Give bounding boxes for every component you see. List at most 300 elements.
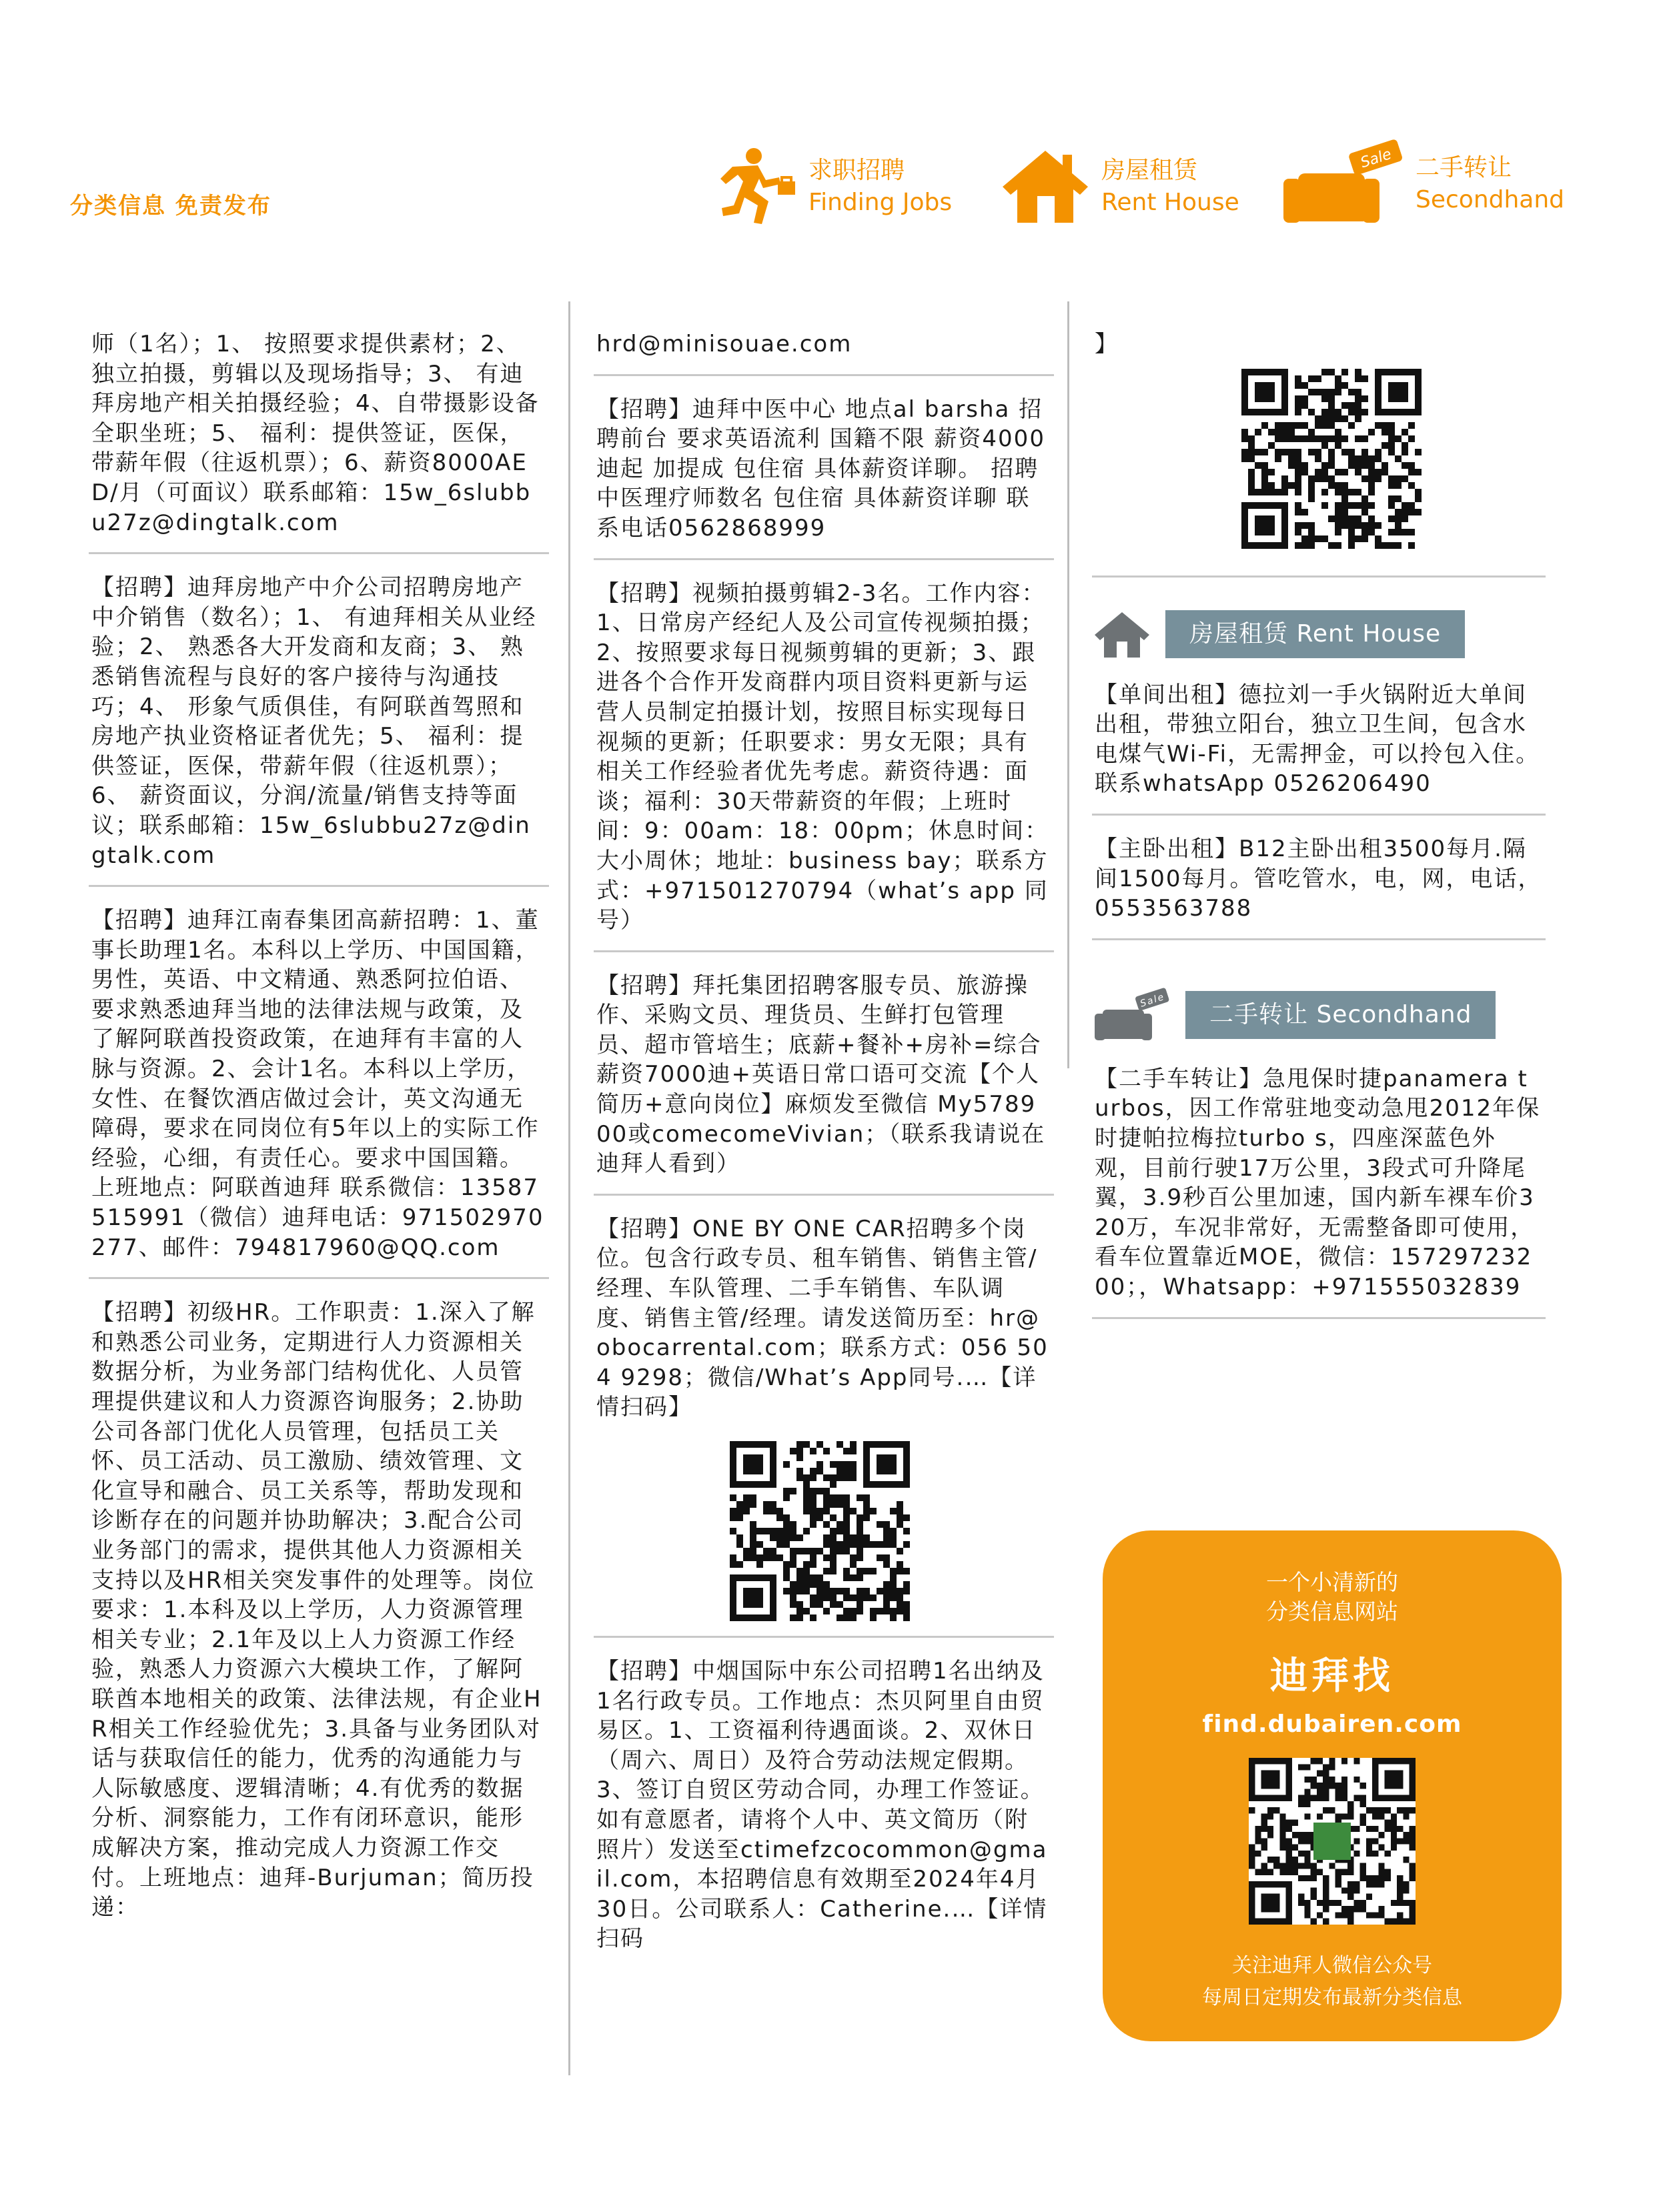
qr-module xyxy=(1295,409,1301,415)
qr-module xyxy=(1391,1845,1397,1851)
qr-module xyxy=(823,1541,830,1548)
qr-module xyxy=(763,1548,770,1554)
qr-module xyxy=(1341,495,1348,502)
category-zh: 房屋租赁 xyxy=(1101,157,1198,184)
qr-module xyxy=(816,1574,823,1581)
qr-module xyxy=(1329,1777,1335,1783)
qr-module xyxy=(1408,435,1415,442)
qr-module xyxy=(1341,482,1348,489)
qr-module xyxy=(1368,429,1375,435)
qr-module xyxy=(837,1548,843,1554)
promo-url[interactable]: find.dubairen.com xyxy=(1202,1711,1462,1738)
qr-module xyxy=(1360,1875,1366,1881)
qr-module xyxy=(1241,455,1248,462)
qr-module xyxy=(1308,482,1315,489)
qr-module xyxy=(1347,1906,1353,1912)
category-secondhand[interactable] xyxy=(1279,137,1564,231)
qr-module xyxy=(897,1561,903,1568)
qr-module xyxy=(1375,469,1381,475)
qr-module xyxy=(1348,402,1355,409)
qr-module xyxy=(1341,509,1348,515)
qr-module xyxy=(810,1514,816,1521)
qr-module xyxy=(1403,1832,1409,1838)
qr-module xyxy=(1341,1912,1347,1918)
qr-module xyxy=(1395,475,1402,482)
qr-module xyxy=(1391,1820,1397,1826)
qr-module xyxy=(1388,502,1395,509)
qr-module xyxy=(1375,542,1381,549)
qr-code-icon[interactable] xyxy=(730,1441,910,1621)
qr-module xyxy=(1308,529,1315,535)
qr-module xyxy=(1397,1919,1403,1925)
qr-module xyxy=(1402,429,1408,435)
qr-module xyxy=(1308,449,1315,455)
qr-module xyxy=(877,1554,883,1561)
column-left xyxy=(89,325,549,1952)
qr-module xyxy=(843,1548,850,1554)
qr-module xyxy=(850,1474,857,1481)
qr-module xyxy=(1388,482,1395,489)
qr-module xyxy=(1301,509,1308,515)
classified-ad xyxy=(1092,676,1546,816)
qr-module xyxy=(1311,1887,1317,1893)
qr-module xyxy=(837,1541,843,1548)
qr-module xyxy=(823,1568,830,1574)
qr-module xyxy=(1249,1863,1255,1869)
qr-module xyxy=(803,1481,810,1488)
qr-module xyxy=(796,1581,803,1588)
qr-module xyxy=(1397,1826,1403,1832)
qr-module xyxy=(816,1468,823,1474)
qr-module xyxy=(1267,1857,1273,1863)
qr-module xyxy=(903,1614,910,1621)
qr-module xyxy=(1388,442,1395,449)
qr-module xyxy=(1292,1832,1298,1838)
qr-module xyxy=(1353,1851,1359,1857)
qr-module xyxy=(870,1614,877,1621)
qr-module xyxy=(903,1601,910,1608)
qr-module xyxy=(810,1501,816,1508)
qr-module xyxy=(843,1541,850,1548)
qr-module xyxy=(837,1614,843,1621)
qr-module xyxy=(1408,502,1415,509)
qr-module xyxy=(1261,422,1268,429)
qr-module xyxy=(1375,535,1381,542)
qr-module xyxy=(770,1554,776,1561)
qr-module xyxy=(1261,489,1268,495)
qr-module xyxy=(1308,475,1315,482)
qr-module xyxy=(736,1508,743,1514)
qr-module xyxy=(810,1581,816,1588)
qr-code-icon[interactable] xyxy=(1241,369,1422,549)
qr-module xyxy=(1385,1875,1391,1881)
qr-code-icon[interactable] xyxy=(1249,1758,1416,1925)
qr-module xyxy=(783,1488,790,1494)
qr-module xyxy=(1368,522,1375,529)
qr-module xyxy=(1408,469,1415,475)
qr-module xyxy=(1335,375,1341,382)
qr-module xyxy=(1385,1826,1391,1832)
qr-module xyxy=(803,1501,810,1508)
ad-text: 【招聘】视频拍摄剪辑2-3名。工作内容：1、日常房产经纪人及公司宣传视频拍摄；2、按照要求每日视频剪辑的更新；3、跟进各个合作开发商群内项目资料更新与运营人员制定拍摄计划，按照目标实现每日视频的更新；任职要求：男女无限；具有相关工作经验者优先考虑。薪资待遇：面谈；福利：30天带薪资的年假；上班时间：9：00am：18：00pm；休息时间：大小周休；地址：business bay；联系方式：+971501270794（what’s app 同号） xyxy=(596,580,1049,934)
ad-text: 【招聘】中烟国际中东公司招聘1名出纳及1名行政专员。工作地点：杰贝阿里自由贸易区。1、工资福利待遇面谈。2、双休日（周六、周日）及符合劳动法规定假期。3、签订自贸区劳动合同，办理工作签证。如有意愿者，请将个人中、英文简历（附照片）发送至ctimefzcocommon@gmail.com，本招聘信息有效期至2024年4月30日。公司联系人：Catherine.…【详情扫码 xyxy=(596,1658,1048,1953)
classified-ad xyxy=(89,902,549,1279)
qr-module xyxy=(803,1488,810,1494)
qr-module xyxy=(830,1548,837,1554)
qr-module xyxy=(877,1588,883,1594)
qr-module xyxy=(857,1601,863,1608)
qr-module xyxy=(897,1588,903,1594)
qr-module xyxy=(736,1561,743,1568)
qr-module xyxy=(1402,475,1408,482)
qr-module xyxy=(1408,422,1415,429)
classified-ad xyxy=(89,325,549,554)
qr-module xyxy=(890,1574,897,1581)
qr-module xyxy=(1304,1875,1310,1881)
qr-module xyxy=(1366,1894,1372,1900)
promo-card xyxy=(1103,1530,1562,2041)
qr-module xyxy=(750,1501,756,1508)
qr-module xyxy=(1391,1826,1397,1832)
qr-module xyxy=(830,1474,837,1481)
qr-module xyxy=(890,1541,897,1548)
qr-module xyxy=(1353,1758,1359,1764)
qr-module xyxy=(1402,529,1408,535)
qr-module xyxy=(1348,455,1355,462)
qr-module xyxy=(1315,469,1321,475)
qr-module xyxy=(857,1521,863,1528)
qr-module xyxy=(1403,1887,1409,1893)
qr-module xyxy=(1335,522,1341,529)
qr-module xyxy=(1323,1919,1329,1925)
qr-module xyxy=(770,1548,776,1554)
qr-module xyxy=(843,1588,850,1594)
qr-module xyxy=(830,1588,837,1594)
qr-module xyxy=(1341,382,1348,389)
qr-module xyxy=(1329,1807,1335,1813)
qr-module xyxy=(837,1588,843,1594)
qr-module xyxy=(1308,409,1315,415)
qr-module xyxy=(857,1568,863,1574)
ad-text: hrd@minisouae.com xyxy=(596,331,853,357)
qr-module xyxy=(1375,449,1381,455)
qr-module xyxy=(1241,435,1248,442)
qr-module xyxy=(1328,475,1335,482)
qr-module xyxy=(883,1608,890,1614)
qr-module xyxy=(1304,1857,1310,1863)
qr-module xyxy=(1295,462,1301,469)
promo-qr[interactable] xyxy=(1249,1758,1416,1925)
qr-module xyxy=(1335,1912,1341,1918)
qr-module xyxy=(1368,502,1375,509)
qr-module xyxy=(1295,435,1301,442)
sale-badge: Sale xyxy=(1139,991,1167,1010)
qr-module xyxy=(1248,455,1255,462)
qr-module xyxy=(1255,1826,1261,1832)
qr-module xyxy=(850,1448,857,1454)
qr-module xyxy=(1355,462,1361,469)
qr-module xyxy=(730,1528,736,1534)
qr-module xyxy=(1355,469,1361,475)
qr-module xyxy=(843,1508,850,1514)
qr-module xyxy=(816,1441,823,1448)
qr-module xyxy=(1317,1869,1323,1875)
qr-module xyxy=(1308,435,1315,442)
qr-module xyxy=(863,1594,870,1601)
qr-module xyxy=(830,1528,837,1534)
qr-module xyxy=(1328,542,1335,549)
qr-module xyxy=(1360,1869,1366,1875)
qr-module xyxy=(883,1581,890,1588)
qr-module xyxy=(810,1488,816,1494)
qr-module xyxy=(1366,1826,1372,1832)
qr-module xyxy=(850,1468,857,1474)
qr-module xyxy=(883,1534,890,1541)
qr-module xyxy=(1321,475,1328,482)
qr-module xyxy=(1292,1820,1298,1826)
qr-module xyxy=(1402,462,1408,469)
qr-module xyxy=(837,1461,843,1468)
qr-module xyxy=(1410,1906,1416,1912)
qr-module xyxy=(1395,482,1402,489)
qr-module xyxy=(1335,389,1341,395)
qr-module xyxy=(850,1541,857,1548)
qr-module xyxy=(1341,1906,1347,1912)
qr-module xyxy=(1301,535,1308,542)
qr-module xyxy=(1281,489,1288,495)
classified-ad-end xyxy=(1092,325,1546,578)
qr-module xyxy=(816,1488,823,1494)
qr-module xyxy=(1311,1758,1317,1764)
qr-module xyxy=(1301,522,1308,529)
category-zh: 二手转让 xyxy=(1416,154,1512,181)
qr-module xyxy=(796,1441,803,1448)
qr-module xyxy=(1353,1887,1359,1893)
qr-module xyxy=(816,1508,823,1514)
qr-module xyxy=(743,1508,750,1514)
qr-module xyxy=(1255,449,1261,455)
qr-module xyxy=(1375,475,1381,482)
qr-module xyxy=(823,1488,830,1494)
qr-module xyxy=(1248,482,1255,489)
qr-module xyxy=(783,1461,790,1468)
qr-module xyxy=(1304,1832,1310,1838)
qr-module xyxy=(810,1561,816,1568)
qr-module xyxy=(1388,435,1395,442)
qr-module xyxy=(1328,455,1335,462)
qr-module xyxy=(790,1548,796,1554)
qr-module xyxy=(810,1594,816,1601)
qr-module xyxy=(1335,1783,1341,1789)
qr-module xyxy=(796,1454,803,1461)
qr-module xyxy=(1323,1900,1329,1906)
qr-module xyxy=(830,1501,837,1508)
qr-module xyxy=(1361,375,1368,382)
qr-module xyxy=(1261,469,1268,475)
ad-text: 【招聘】初级HR。工作职责：1.深入了解和熟悉公司业务，定期进行人力资源相关数据分析，为业务部门结构优化、人员管理提供建议和人力资源咨询服务；2.协助公司各部门优化人员管理，包括员工关怀、员工活动、员工激励、绩效管理、文化宣导和融合、员工关系等，帮助发现和诊断存在的问题并协助解决；3.配合公司业务部门的需求，提供其他人力资源相关支持以及HR相关突发事件的处理等。岗位要求：1.本科及以上学历，人力资源管理相关专业；2.1年及以上人力资源工作经验，熟悉人力资源六大模块工作，了解阿联酋本地相关的政策、法律法规，有企业HR相关工作经验优先；3.具备与业务团队对话与获取信任的能力，优秀的沟通能力与人际敏感度、逻辑清晰；4.有优秀的数据分析、洞察能力，工作有闭环意识，能形成解决方案，推动完成人力资源工作交付。上班地点：迪拜-Burjuman；简历投递： xyxy=(91,1299,542,1921)
qr-module xyxy=(776,1554,783,1561)
qr-module xyxy=(1395,495,1402,502)
qr-module xyxy=(816,1594,823,1601)
qr-module xyxy=(1335,415,1341,422)
qr-module xyxy=(1381,542,1388,549)
qr-module xyxy=(1372,1807,1378,1813)
qr-module xyxy=(1355,369,1361,375)
qr-module xyxy=(1304,1777,1310,1783)
qr-module xyxy=(1375,522,1381,529)
qr-module xyxy=(1408,482,1415,489)
promo-line1: 一个小清新的 xyxy=(1266,1569,1398,1595)
qr-module xyxy=(823,1534,830,1541)
qr-module xyxy=(823,1448,830,1454)
qr-module xyxy=(1317,1783,1323,1789)
qr-module xyxy=(1328,369,1335,375)
qr-module xyxy=(750,1534,756,1541)
qr-module xyxy=(1321,502,1328,509)
qr-module xyxy=(1355,522,1361,529)
qr-module xyxy=(1355,409,1361,415)
qr-module xyxy=(1261,1838,1267,1844)
qr-module xyxy=(897,1521,903,1528)
qr-module xyxy=(1261,1845,1267,1851)
qr-module xyxy=(823,1588,830,1594)
qr-module xyxy=(1361,522,1368,529)
qr-module xyxy=(763,1554,770,1561)
qr-module xyxy=(1361,535,1368,542)
qr-module xyxy=(1295,509,1301,515)
qr-module xyxy=(1402,442,1408,449)
qr-module xyxy=(816,1514,823,1521)
qr-module xyxy=(890,1534,897,1541)
qr-module xyxy=(1275,489,1281,495)
qr-module xyxy=(1402,502,1408,509)
qr-module xyxy=(1341,435,1348,442)
qr-module xyxy=(1335,409,1341,415)
qr-module xyxy=(776,1541,783,1548)
qr-module xyxy=(1348,542,1355,549)
category-en: Secondhand xyxy=(1416,186,1565,213)
qr-module xyxy=(1415,449,1422,455)
qr-module xyxy=(1410,1875,1416,1881)
qr-module xyxy=(1255,1832,1261,1838)
qr-module xyxy=(810,1554,816,1561)
qr-module xyxy=(750,1548,756,1554)
qr-module xyxy=(1415,495,1422,502)
qr-module xyxy=(1261,475,1268,482)
qr-module xyxy=(1315,375,1321,382)
qr-module xyxy=(1402,515,1408,522)
qr-module xyxy=(1321,435,1328,442)
qr-module xyxy=(803,1561,810,1568)
qr-module xyxy=(770,1534,776,1541)
qr-module xyxy=(857,1541,863,1548)
qr-module xyxy=(1311,1777,1317,1783)
qr-module xyxy=(1311,1919,1317,1925)
qr-module xyxy=(803,1581,810,1588)
qr-module xyxy=(1295,502,1301,509)
qr-module xyxy=(1388,449,1395,455)
qr-module xyxy=(830,1594,837,1601)
qr-module xyxy=(803,1474,810,1481)
qr-module xyxy=(863,1588,870,1594)
qr-module xyxy=(756,1554,763,1561)
qr-module xyxy=(1385,1919,1391,1925)
qr-module xyxy=(883,1541,890,1548)
qr-module xyxy=(790,1528,796,1534)
column-middle xyxy=(594,325,1054,1983)
qr-module xyxy=(1273,1857,1279,1863)
qr-module xyxy=(1366,1875,1372,1881)
qr-module xyxy=(1341,1777,1347,1783)
sale-badge: Sale xyxy=(1358,145,1394,172)
section-title: 房屋租赁 Rent House xyxy=(1165,610,1465,658)
qr-module xyxy=(1281,422,1288,429)
qr-module xyxy=(1372,1881,1378,1887)
qr-module xyxy=(810,1448,816,1454)
qr-module xyxy=(756,1528,763,1534)
qr-module xyxy=(1268,469,1275,475)
category-rent-house[interactable] xyxy=(999,147,1239,227)
qr-module xyxy=(890,1608,897,1614)
qr-module xyxy=(1248,489,1255,495)
qr-module xyxy=(790,1614,796,1621)
qr-module xyxy=(857,1554,863,1561)
qr-module xyxy=(796,1574,803,1581)
qr-module xyxy=(803,1508,810,1514)
qr-module xyxy=(1397,1887,1403,1893)
qr-module xyxy=(850,1534,857,1541)
qr-module xyxy=(830,1461,837,1468)
qr-module xyxy=(1321,535,1328,542)
qr-module xyxy=(1301,462,1308,469)
qr-module xyxy=(1395,542,1402,549)
category-finding-jobs[interactable] xyxy=(712,147,952,227)
qr-module xyxy=(1279,1838,1285,1844)
qr-module xyxy=(1355,402,1361,409)
qr-module xyxy=(1281,482,1288,489)
qr-module xyxy=(1347,1863,1353,1869)
qr-module xyxy=(803,1588,810,1594)
qr-module xyxy=(830,1601,837,1608)
qr-module xyxy=(830,1481,837,1488)
qr-module xyxy=(1378,1845,1384,1851)
qr-module xyxy=(857,1588,863,1594)
qr-module xyxy=(1268,442,1275,449)
qr-module xyxy=(1311,1783,1317,1789)
qr-module xyxy=(1361,455,1368,462)
qr-module xyxy=(1361,395,1368,402)
qr-module xyxy=(816,1461,823,1468)
qr-module xyxy=(863,1568,870,1574)
qr-module xyxy=(1372,1875,1378,1881)
qr-module xyxy=(810,1521,816,1528)
qr-module xyxy=(1279,1832,1285,1838)
qr-module xyxy=(1372,1851,1378,1857)
qr-module xyxy=(1275,429,1281,435)
qr-module xyxy=(1323,1764,1329,1770)
qr-module xyxy=(1378,1813,1384,1819)
qr-module xyxy=(1321,422,1328,429)
qr-module xyxy=(1248,435,1255,442)
qr-module xyxy=(837,1528,843,1534)
qr-module xyxy=(1295,455,1301,462)
column-divider xyxy=(568,301,570,2075)
qr-module xyxy=(1360,1783,1366,1789)
qr-module xyxy=(1368,515,1375,522)
qr-module xyxy=(1403,1857,1409,1863)
qr-module xyxy=(1378,1832,1384,1838)
qr-module xyxy=(1279,1845,1285,1851)
